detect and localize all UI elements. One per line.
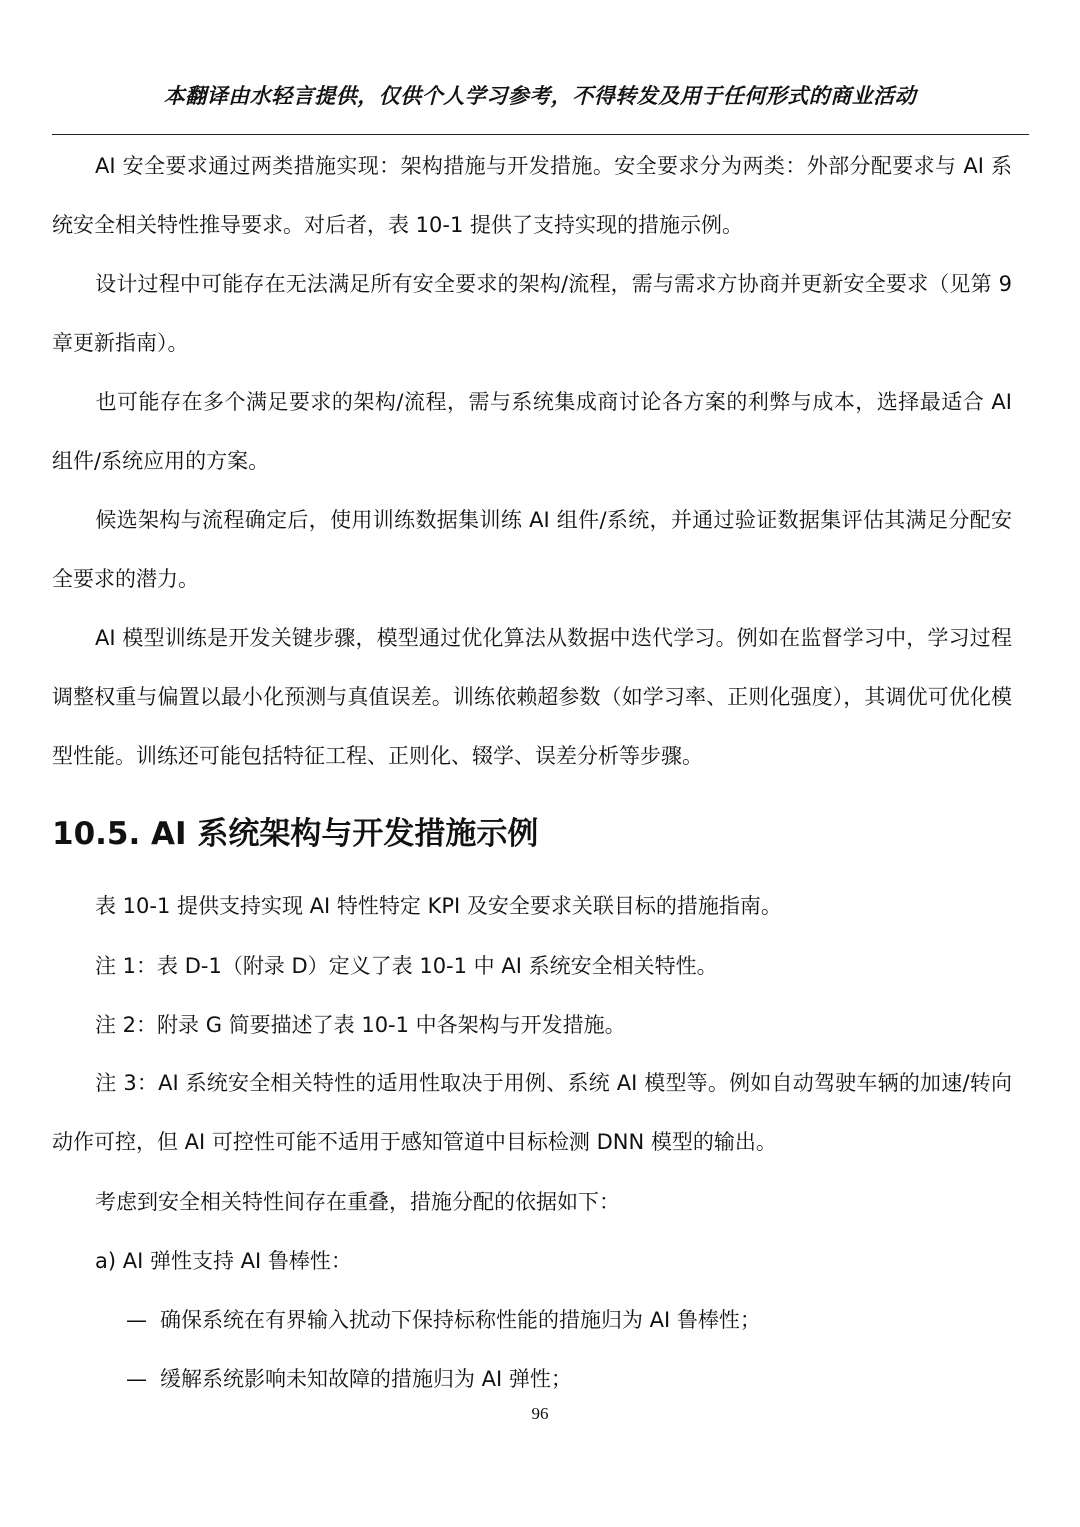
note-1: 注 1：表 D-1（附录 D）定义了表 10-1 中 AI 系统安全相关特性。 xyxy=(95,954,718,978)
header-rule xyxy=(52,134,1029,135)
paragraph-4: 候选架构与流程确定后，使用训练数据集训练 AI 组件/系统，并通过验证数据集评估其满足分配安全要求的潜力。 xyxy=(52,508,1012,591)
paragraph-1: AI 安全要求通过两类措施实现：架构措施与开发措施。安全要求分为两类：外部分配要求与 AI 系统安全相关特性推导要求。对后者，表 10-1 提供了支持实现的措施示例。 xyxy=(52,154,1012,237)
paragraph-2: 设计过程中可能存在无法满足所有安全要求的架构/流程，需与需求方协商并更新安全要求（见第 9 章更新指南）。 xyxy=(52,272,1012,355)
paragraph-3: 也可能存在多个满足要求的架构/流程，需与系统集成商讨论各方案的利弊与成本，选择最适合 AI 组件/系统应用的方案。 xyxy=(52,390,1012,473)
basis-intro: 考虑到安全相关特性间存在重叠，措施分配的依据如下： xyxy=(95,1190,620,1214)
note-2: 注 2：附录 G 简要描述了表 10-1 中各架构与开发措施。 xyxy=(95,1013,626,1037)
note-3: 注 3：AI 系统安全相关特性的适用性取决于用例、系统 AI 模型等。例如自动驾驶车辆的加速/转向动作可控，但 AI 可控性可能不适用于感知管道中目标检测 DNN 模型的输出。 xyxy=(52,1071,1012,1154)
section-heading: 10.5. AI 系统架构与开发措施示例 xyxy=(52,816,539,852)
dash-item-resilience: — 缓解系统影响未知故障的措施归为 AI 弹性； xyxy=(126,1364,572,1394)
page-header-notice: 本翻译由水轻言提供，仅供个人学习参考，不得转发及用于任何形式的商业活动 xyxy=(163,84,917,108)
list-item-a: a) AI 弹性支持 AI 鲁棒性： xyxy=(95,1249,352,1273)
dash-item-robustness: — 确保系统在有界输入扰动下保持标称性能的措施归为 AI 鲁棒性； xyxy=(126,1305,761,1335)
dash-bullet: — xyxy=(126,1308,147,1332)
dash-bullet: — xyxy=(126,1367,147,1391)
paragraph-5: AI 模型训练是开发关键步骤，模型通过优化算法从数据中迭代学习。例如在监督学习中，学习过程调整权重与偏置以最小化预测与真值误差。训练依赖超参数（如学习率、正则化强度），其调优可优化模型性能。训练还可能包括特征工程、正则化、辍学、误差分析等步骤。 xyxy=(52,626,1012,768)
page-number: 96 xyxy=(531,1404,549,1423)
section-intro: 表 10-1 提供支持实现 AI 特性特定 KPI 及安全要求关联目标的措施指南。 xyxy=(95,894,782,918)
